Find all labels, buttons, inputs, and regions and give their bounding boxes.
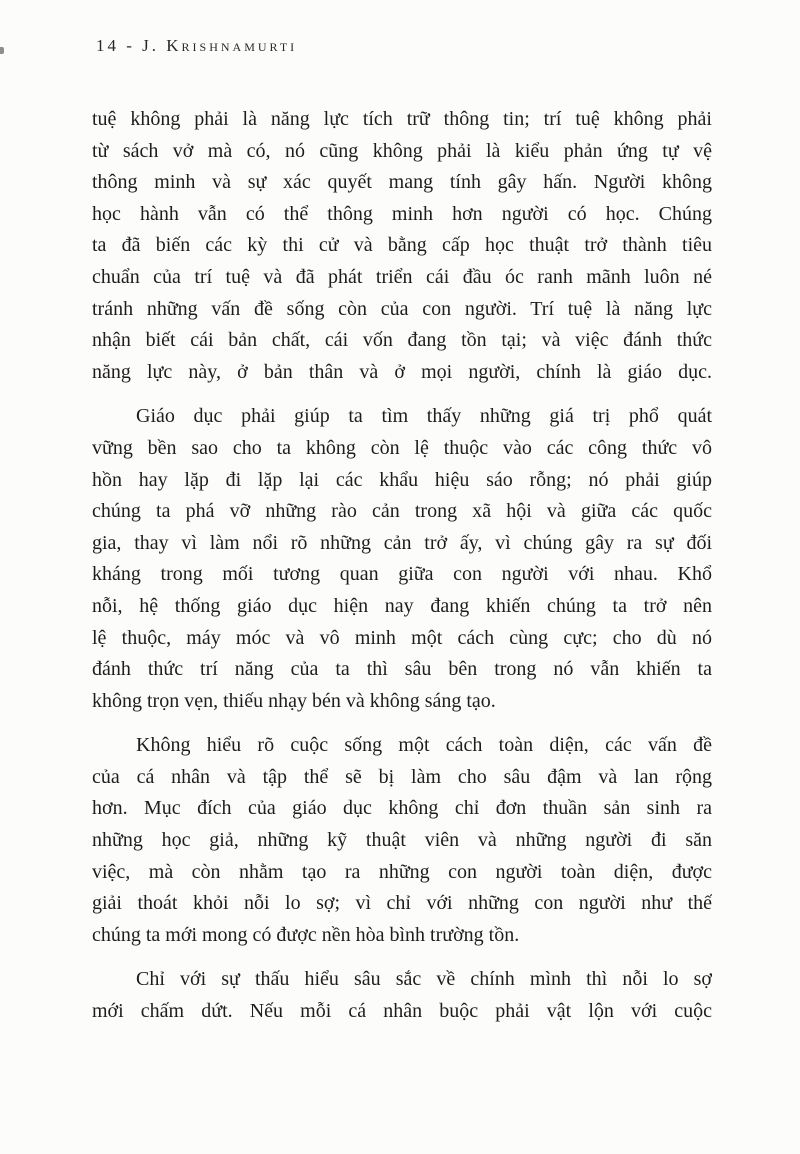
text-line: Không hiểu rõ cuộc sống một cách toàn diện, các vấn đề [136, 734, 712, 757]
text-line: chuẩn của trí tuệ và đã phát triển cái đầu óc ranh mãnh luôn né [92, 265, 712, 288]
paragraph [92, 104, 712, 388]
text-line: những học giả, những kỹ thuật viên và những người đi săn [92, 829, 712, 852]
text-line: học hành vẫn có thể thông minh hơn người có học. Chúng [92, 202, 712, 225]
text-line: gia, thay vì làm nổi rõ những cản trở ấy, vì chúng gây ra sự đối [92, 531, 712, 554]
text-line: mới chấm dứt. Nếu mỗi cá nhân buộc phải vật lộn với cuộc [92, 1000, 712, 1023]
text-line: nỗi, hệ thống giáo dục hiện nay đang khiến chúng ta trở nên [92, 594, 712, 617]
text-line: lệ thuộc, máy móc và vô minh một cách cùng cực; cho dù nó [92, 626, 712, 649]
scan-artifact [0, 47, 4, 54]
text-line: không trọn vẹn, thiếu nhạy bén và không sáng tạo. [92, 689, 496, 712]
text-line: Giáo dục phải giúp ta tìm thấy những giá trị phổ quát [136, 405, 712, 428]
text-line: chúng ta phá vỡ những rào cản trong xã hội và giữa các quốc [92, 500, 712, 523]
paragraph [92, 964, 712, 1027]
text-line: vững bền sao cho ta không còn lệ thuộc vào các công thức vô [92, 436, 712, 459]
text-line: thông minh và sự xác quyết mang tính gây hấn. Người không [92, 171, 712, 194]
paragraph [92, 401, 712, 717]
text-line: hơn. Mục đích của giáo dục không chỉ đơn thuần sản sinh ra [92, 797, 712, 820]
text-line: tuệ không phải là năng lực tích trữ thông tin; trí tuệ không phải [92, 108, 712, 130]
text-line: ta đã biến các kỳ thi cử và bằng cấp học thuật trở thành tiêu [92, 234, 712, 257]
text-line: chúng ta mới mong có được nền hòa bình trường tồn. [92, 923, 520, 946]
text-line: việc, mà còn nhằm tạo ra những con người toàn diện, được [92, 860, 712, 883]
text-line: từ sách vở mà có, nó cũng không phải là kiểu phản ứng tự vệ [92, 139, 712, 162]
text-line: hồn hay lặp đi lặp lại các khẩu hiệu sáo rỗng; nó phải giúp [92, 468, 712, 491]
text-line: năng lực này, ở bản thân và ở mọi người, chính là giáo dục. [92, 360, 712, 383]
text-line: giải thoát khỏi nỗi lo sợ; vì chỉ với những con người như thế [92, 892, 712, 915]
text-line: Chỉ với sự thấu hiểu sâu sắc về chính mình thì nỗi lo sợ [136, 968, 712, 991]
text-line: nhận biết cái bản chất, cái vốn đang tồn tại; và việc đánh thức [92, 329, 712, 352]
text-line: của cá nhân và tập thể sẽ bị làm cho sâu đậm và lan rộng [92, 765, 712, 788]
text-block [92, 104, 712, 1041]
paragraph [92, 730, 712, 951]
text-line: kháng trong mối tương quan giữa con người với nhau. Khổ [92, 563, 712, 586]
text-line: tránh những vấn đề sống còn của con người. Trí tuệ là năng lực [92, 297, 712, 320]
running-header: 14 - J. Krishnamurti [96, 36, 298, 55]
text-line: đánh thức trí năng của ta thì sâu bên trong nó vẫn khiến ta [92, 658, 712, 681]
